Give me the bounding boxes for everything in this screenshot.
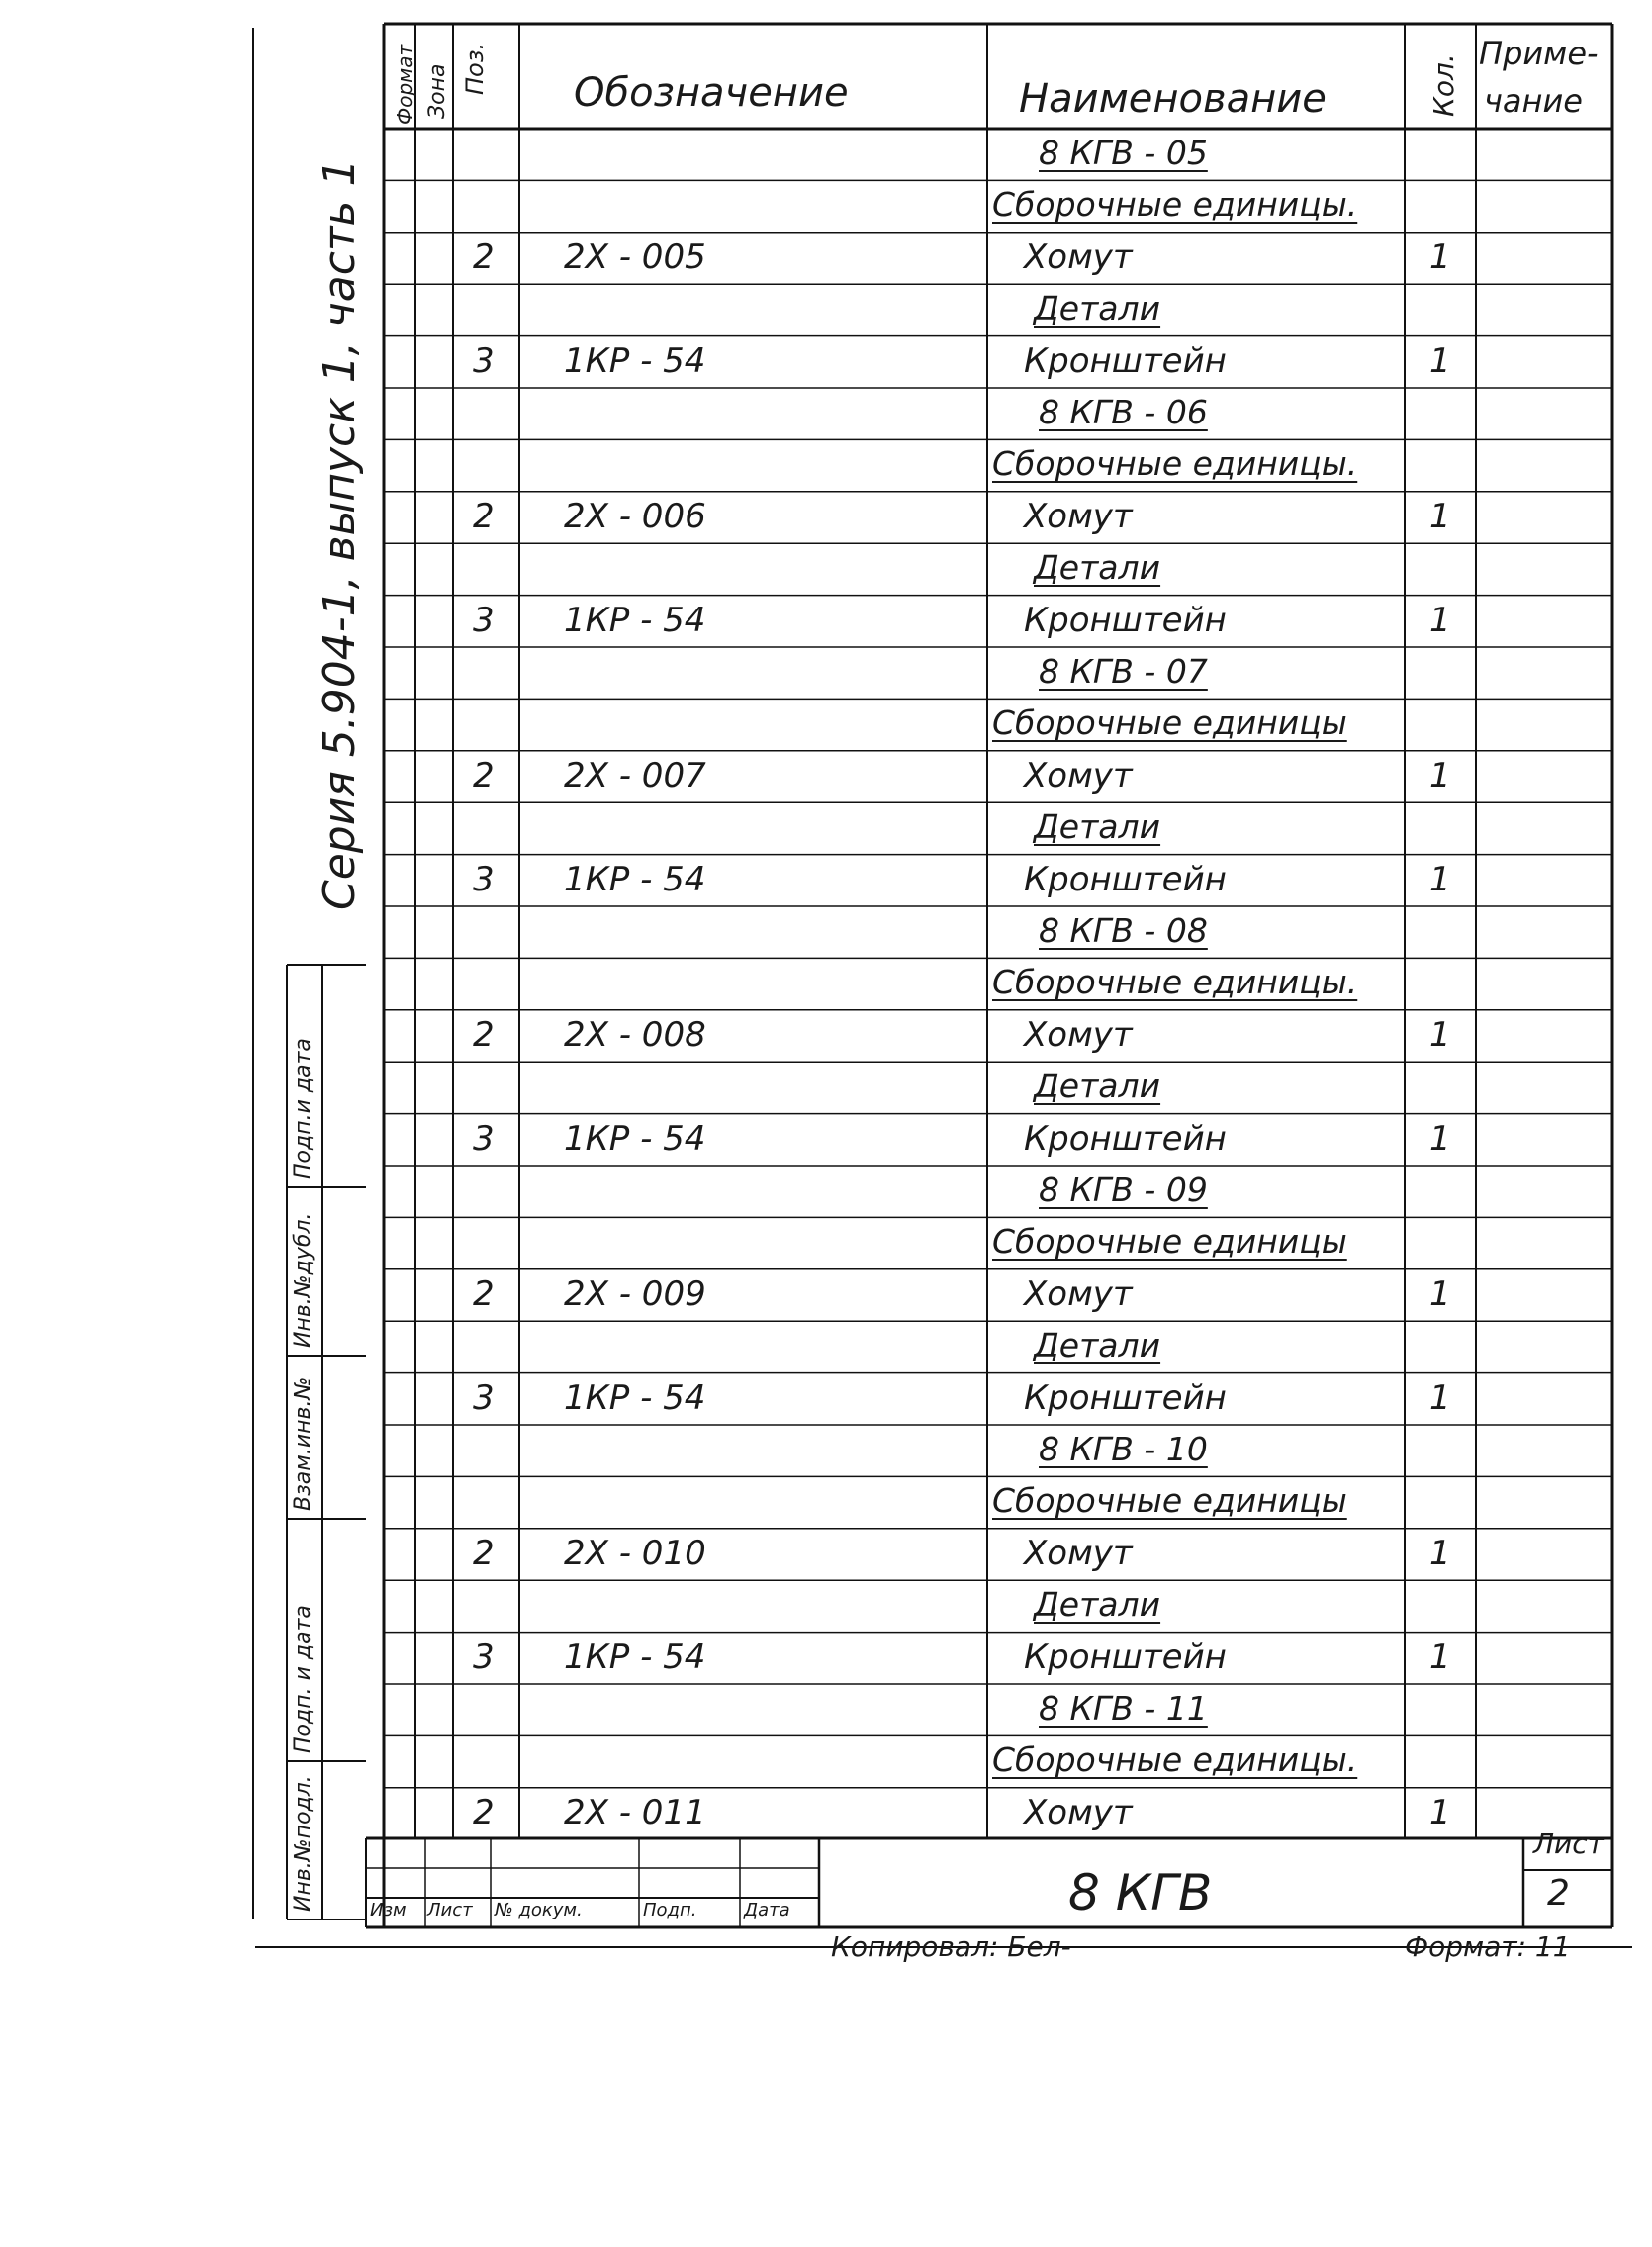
table-row	[0, 1010, 1652, 1062]
name-cell: Хомут	[1024, 1792, 1133, 1832]
name-cell: Хомут	[1024, 236, 1133, 277]
name-cell: Сборочные единицы.	[992, 444, 1358, 484]
name-cell: Кронштейн	[1024, 340, 1227, 381]
quantity-cell: 1	[1429, 1637, 1451, 1677]
name-cell: Детали	[1034, 1067, 1161, 1106]
header-note-line2: чание	[1484, 82, 1583, 120]
quantity-cell: 1	[1429, 340, 1451, 381]
name-cell: Сборочные единицы	[992, 1481, 1347, 1521]
name-cell: Кронштейн	[1024, 859, 1227, 899]
designation-cell: 2Х - 006	[564, 496, 706, 536]
stamp-label: Инв.№подл.	[291, 1775, 316, 1912]
table-row	[0, 1373, 1652, 1425]
quantity-cell: 1	[1429, 236, 1451, 277]
quantity-cell: 1	[1429, 600, 1451, 640]
position-cell: 3	[473, 1637, 495, 1677]
name-cell: Хомут	[1024, 496, 1133, 536]
name-cell: Хомут	[1024, 755, 1133, 796]
change-header-cell: Изм	[370, 1900, 407, 1920]
position-cell: 3	[473, 600, 495, 640]
designation-cell: 1КР - 54	[564, 1637, 706, 1677]
name-cell: Детали	[1034, 1326, 1161, 1365]
position-cell: 2	[473, 236, 495, 277]
name-cell: Сборочные единицы.	[992, 963, 1358, 1002]
table-row	[0, 388, 1652, 439]
table-row	[0, 492, 1652, 543]
position-cell: 2	[473, 755, 495, 796]
name-cell: Сборочные единицы	[992, 1222, 1347, 1262]
name-cell: 8 КГВ - 06	[1039, 393, 1208, 431]
name-cell: Детали	[1034, 289, 1161, 328]
header-position: Поз.	[461, 42, 489, 95]
header-zone: Зона	[425, 63, 450, 119]
position-cell: 3	[473, 859, 495, 899]
quantity-cell: 1	[1429, 1377, 1451, 1418]
table-row	[0, 284, 1652, 335]
name-cell: Сборочные единицы	[992, 703, 1347, 743]
designation-cell: 2Х - 011	[564, 1792, 706, 1832]
name-cell: Хомут	[1024, 1014, 1133, 1055]
table-row	[0, 1114, 1652, 1166]
quantity-cell: 1	[1429, 1014, 1451, 1055]
designation-cell: 1КР - 54	[564, 340, 706, 381]
quantity-cell: 1	[1429, 1118, 1451, 1159]
table-row	[0, 1684, 1652, 1735]
header-quantity: Кол.	[1427, 53, 1460, 117]
table-row	[0, 233, 1652, 284]
name-cell: 8 КГВ - 07	[1039, 652, 1208, 691]
table-row	[0, 1735, 1652, 1787]
name-cell: Сборочные единицы.	[992, 1740, 1358, 1780]
designation-cell: 2Х - 008	[564, 1014, 706, 1055]
name-cell: Кронштейн	[1024, 1637, 1227, 1677]
table-row	[0, 1321, 1652, 1372]
table-row	[0, 1166, 1652, 1217]
change-header-cell: Дата	[744, 1900, 790, 1920]
table-row	[0, 751, 1652, 802]
table-row	[0, 596, 1652, 647]
position-cell: 3	[473, 340, 495, 381]
table-row	[0, 1062, 1652, 1113]
table-row	[0, 1580, 1652, 1632]
designation-cell: 2Х - 005	[564, 236, 706, 277]
sheet-number: 2	[1547, 1873, 1570, 1914]
position-cell: 2	[473, 1792, 495, 1832]
name-cell: 8 КГВ - 10	[1039, 1430, 1208, 1468]
name-cell: Кронштейн	[1024, 1118, 1227, 1159]
designation-cell: 2Х - 007	[564, 755, 706, 796]
name-cell: Кронштейн	[1024, 1377, 1227, 1418]
format-label: Формат: 11	[1405, 1930, 1571, 1963]
table-row	[0, 180, 1652, 232]
designation-cell: 1КР - 54	[564, 1377, 706, 1418]
stamp-label: Инв.№дубл.	[291, 1212, 316, 1348]
change-header-cell: Подп.	[643, 1900, 697, 1920]
table-row	[0, 543, 1652, 595]
designation-cell: 1КР - 54	[564, 859, 706, 899]
designation-cell: 2Х - 010	[564, 1533, 706, 1573]
name-cell: Детали	[1034, 807, 1161, 847]
stamp-label: Взам.инв.№	[291, 1376, 316, 1511]
name-cell: 8 КГВ - 09	[1039, 1170, 1208, 1209]
name-cell: 8 КГВ - 05	[1039, 134, 1208, 172]
change-header-cell: Лист	[427, 1900, 473, 1920]
copied-by: Копировал: Бел-	[831, 1930, 1071, 1963]
name-cell: Сборочные единицы.	[992, 185, 1358, 225]
quantity-cell: 1	[1429, 496, 1451, 536]
name-cell: Детали	[1034, 548, 1161, 588]
quantity-cell: 1	[1429, 755, 1451, 796]
position-cell: 3	[473, 1118, 495, 1159]
table-row	[0, 855, 1652, 906]
position-cell: 2	[473, 1014, 495, 1055]
table-row	[0, 647, 1652, 699]
position-cell: 2	[473, 496, 495, 536]
series-label: Серия 5.904-1, выпуск 1, часть 1	[315, 158, 365, 910]
header-name: Наименование	[1019, 76, 1327, 122]
table-row	[0, 802, 1652, 854]
position-cell: 3	[473, 1377, 495, 1418]
sheet-label: Лист	[1533, 1827, 1604, 1860]
stamp-label: Подп.и дата	[291, 1038, 316, 1179]
change-header-cell: № докум.	[495, 1900, 583, 1920]
table-row	[0, 1269, 1652, 1321]
table-row	[0, 1788, 1652, 1839]
stamp-label: Подп. и дата	[291, 1605, 316, 1753]
table-row	[0, 336, 1652, 388]
designation-cell: 1КР - 54	[564, 600, 706, 640]
name-cell: Хомут	[1024, 1533, 1133, 1573]
position-cell: 2	[473, 1533, 495, 1573]
table-row	[0, 439, 1652, 491]
header-designation: Обозначение	[574, 70, 849, 116]
table-row	[0, 129, 1652, 180]
table-row	[0, 1529, 1652, 1580]
table-row	[0, 1217, 1652, 1268]
name-cell: Кронштейн	[1024, 600, 1227, 640]
table-row	[0, 1633, 1652, 1684]
name-cell: 8 КГВ - 08	[1039, 911, 1208, 950]
designation-cell: 2Х - 009	[564, 1273, 706, 1314]
name-cell: Хомут	[1024, 1273, 1133, 1314]
quantity-cell: 1	[1429, 1533, 1451, 1573]
table-row	[0, 1476, 1652, 1528]
table-row	[0, 1425, 1652, 1476]
table-row	[0, 699, 1652, 750]
header-note-line1: Приме-	[1479, 35, 1599, 72]
table-row	[0, 958, 1652, 1009]
quantity-cell: 1	[1429, 859, 1451, 899]
quantity-cell: 1	[1429, 1792, 1451, 1832]
header-format: Формат	[393, 44, 416, 125]
quantity-cell: 1	[1429, 1273, 1451, 1314]
position-cell: 2	[473, 1273, 495, 1314]
designation-cell: 1КР - 54	[564, 1118, 706, 1159]
document-code: 8 КГВ	[1068, 1864, 1213, 1921]
table-row	[0, 906, 1652, 958]
name-cell: 8 КГВ - 11	[1039, 1689, 1208, 1728]
name-cell: Детали	[1034, 1585, 1161, 1625]
